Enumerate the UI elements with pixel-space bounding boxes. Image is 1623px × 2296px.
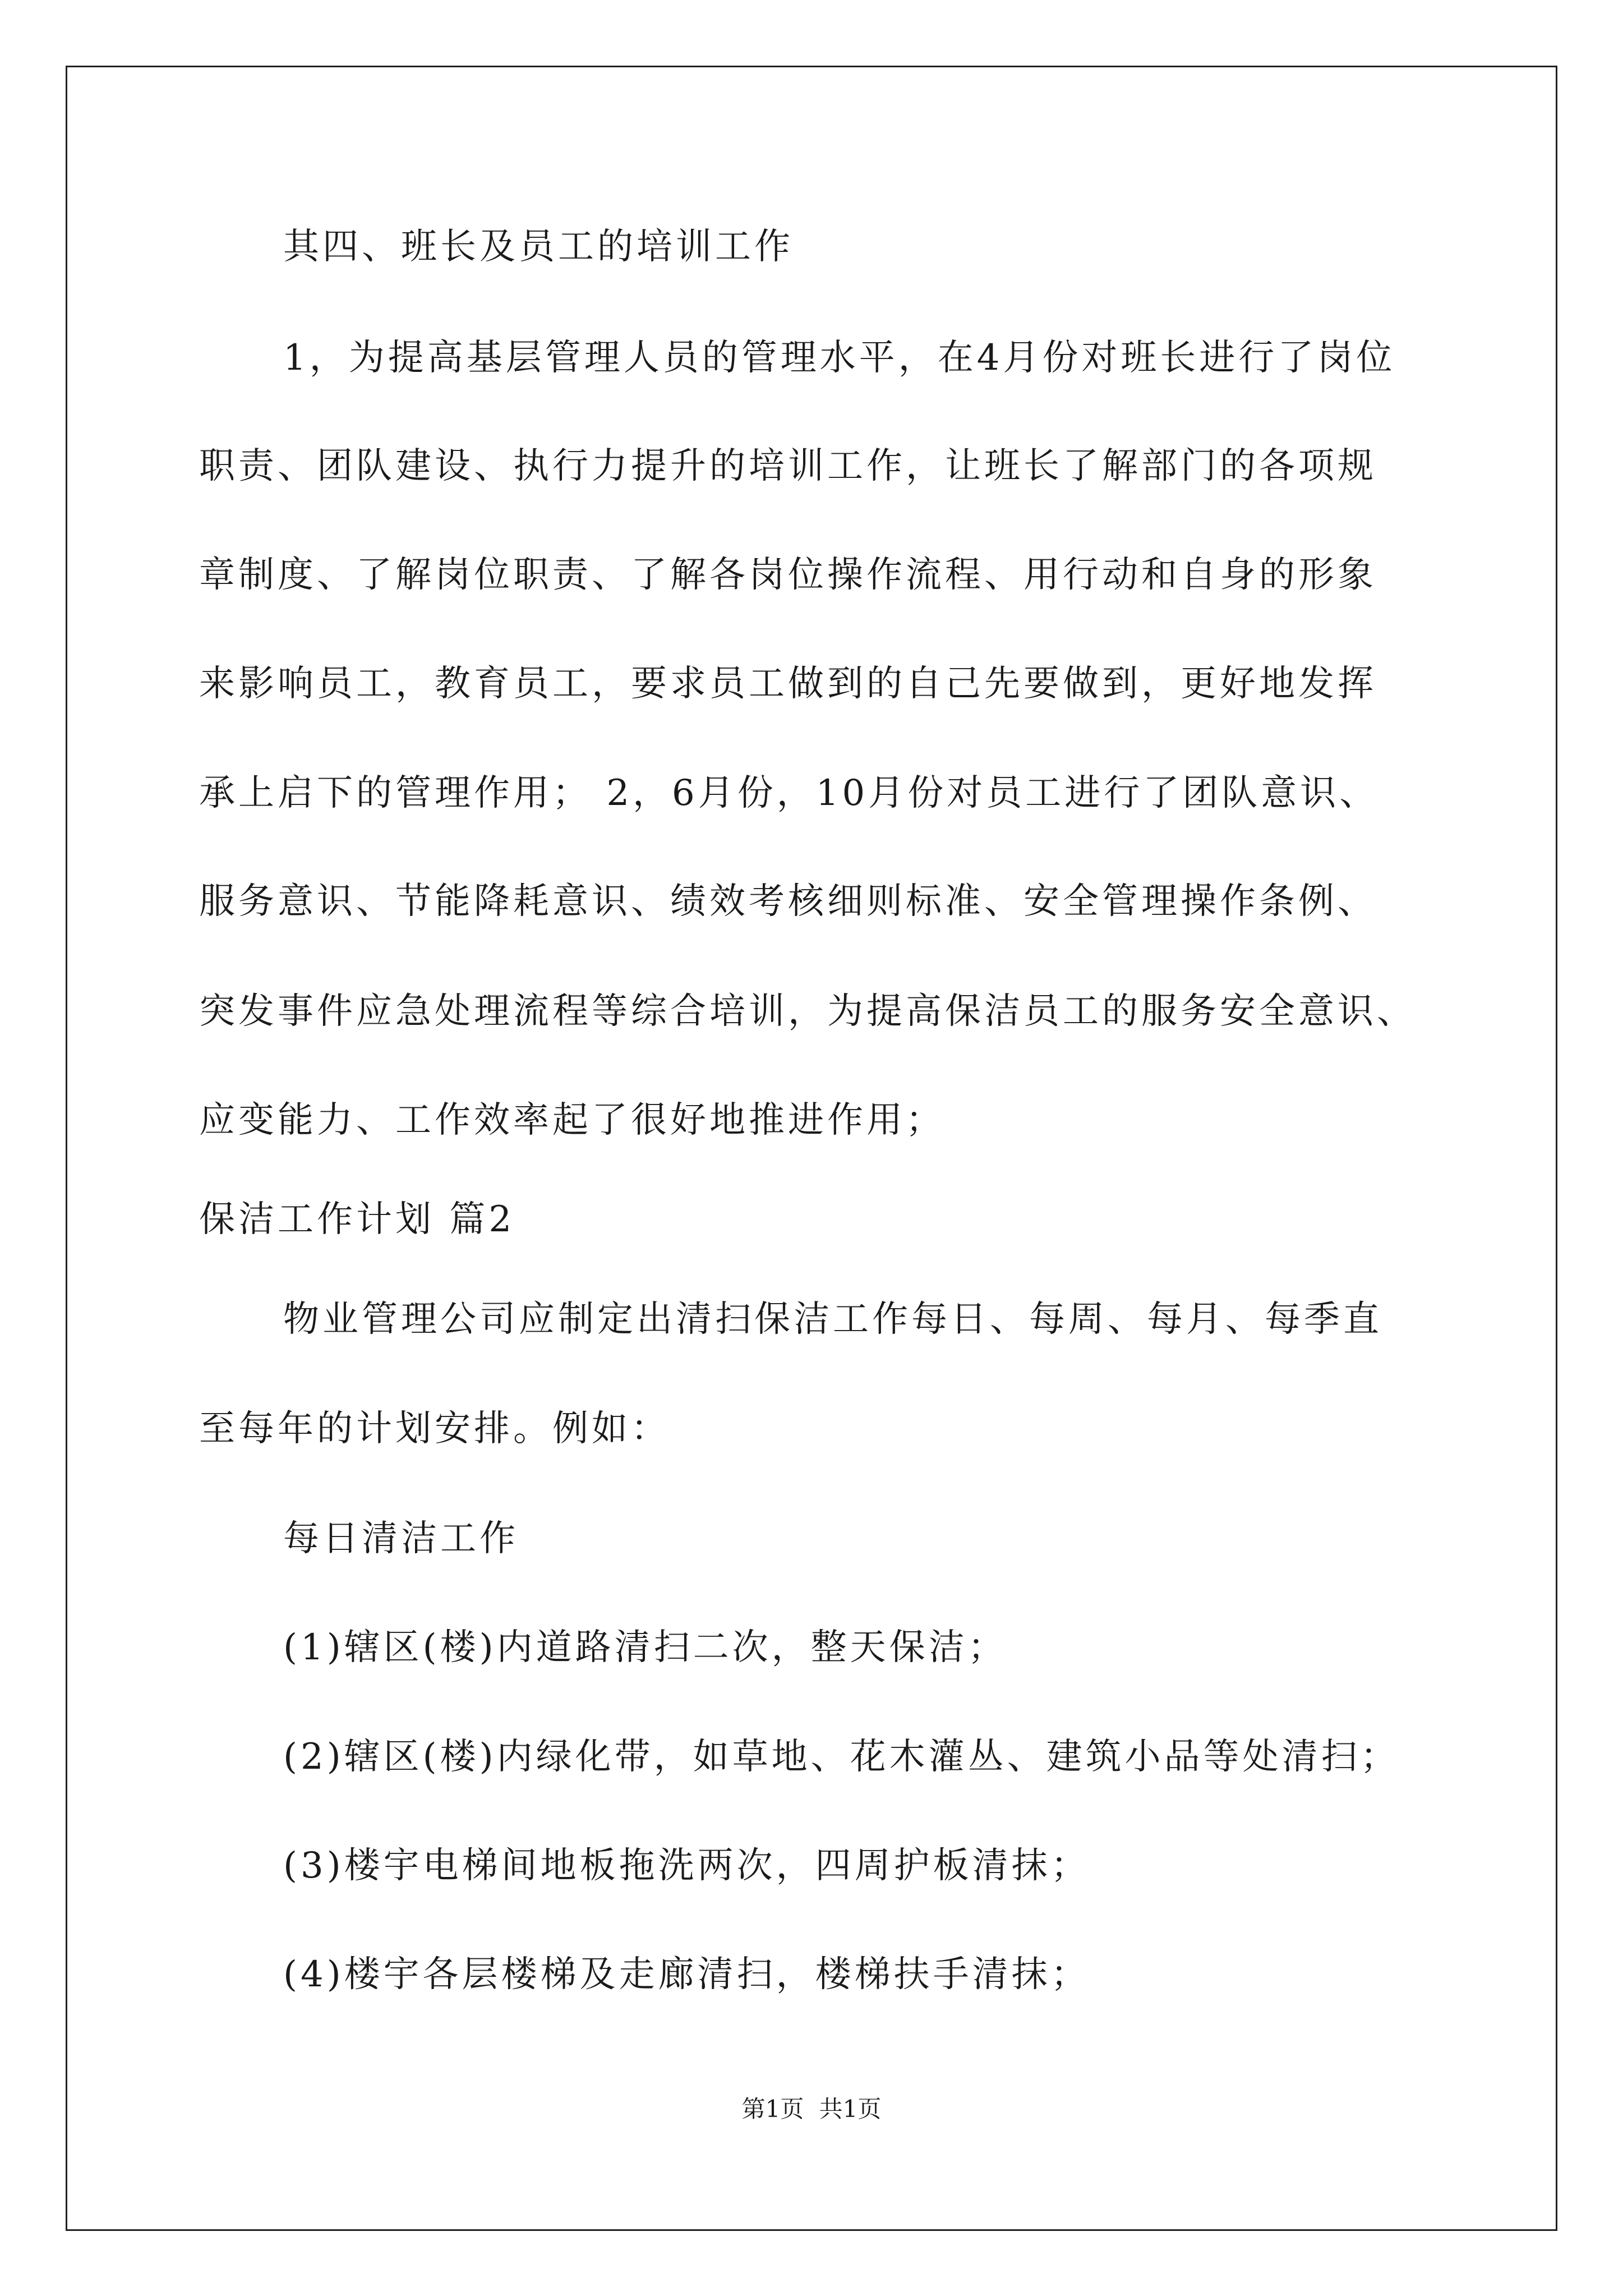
- list-item: (3)楼宇电梯间地板拖洗两次，四周护板清抹；: [283, 1845, 1090, 1887]
- paragraph-line: 至每年的计划安排。例如：: [199, 1408, 670, 1450]
- list-item: (4)楼宇各层楼梯及走廊清扫，楼梯扶手清抹；: [283, 1954, 1090, 1995]
- paragraph-line: 1，为提高基层管理人员的管理水平，在4月份对班长进行了岗位: [283, 337, 1396, 379]
- paragraph-line: 突发事件应急处理流程等综合培训，为提高保洁员工的服务安全意识、: [199, 991, 1416, 1032]
- list-item: (2)辖区(楼)内绿化带，如草地、花木灌丛、建筑小品等处清扫；: [283, 1736, 1400, 1778]
- paragraph-line: 服务意识、节能降耗意识、绩效考核细则标准、安全管理操作条例、: [199, 881, 1377, 922]
- paragraph-line: 物业管理公司应制定出清扫保洁工作每日、每周、每月、每季直: [283, 1299, 1382, 1340]
- page-number-footer: 第1页 共1页: [741, 2095, 882, 2123]
- list-item: (1)辖区(楼)内道路清扫二次，整天保洁；: [283, 1627, 1007, 1668]
- paragraph-line: 承上启下的管理作用； 2，6月份，10月份对员工进行了团队意识、: [199, 772, 1379, 814]
- paragraph-line: 来影响员工，教育员工，要求员工做到的自己先要做到，更好地发挥: [199, 663, 1377, 705]
- paragraph-line: 职责、团队建设、执行力提升的培训工作，让班长了解部门的各项规: [199, 445, 1377, 487]
- paragraph-line: 章制度、了解岗位职责、了解各岗位操作流程、用行动和自身的形象: [199, 554, 1377, 596]
- page-frame: [66, 66, 1557, 2231]
- paragraph-line: 应变能力、工作效率起了很好地推进作用；: [199, 1099, 945, 1141]
- subsection-heading: 每日清洁工作: [283, 1518, 519, 1559]
- section-title: 保洁工作计划 篇2: [199, 1199, 515, 1240]
- section-heading: 其四、班长及员工的培训工作: [283, 226, 794, 268]
